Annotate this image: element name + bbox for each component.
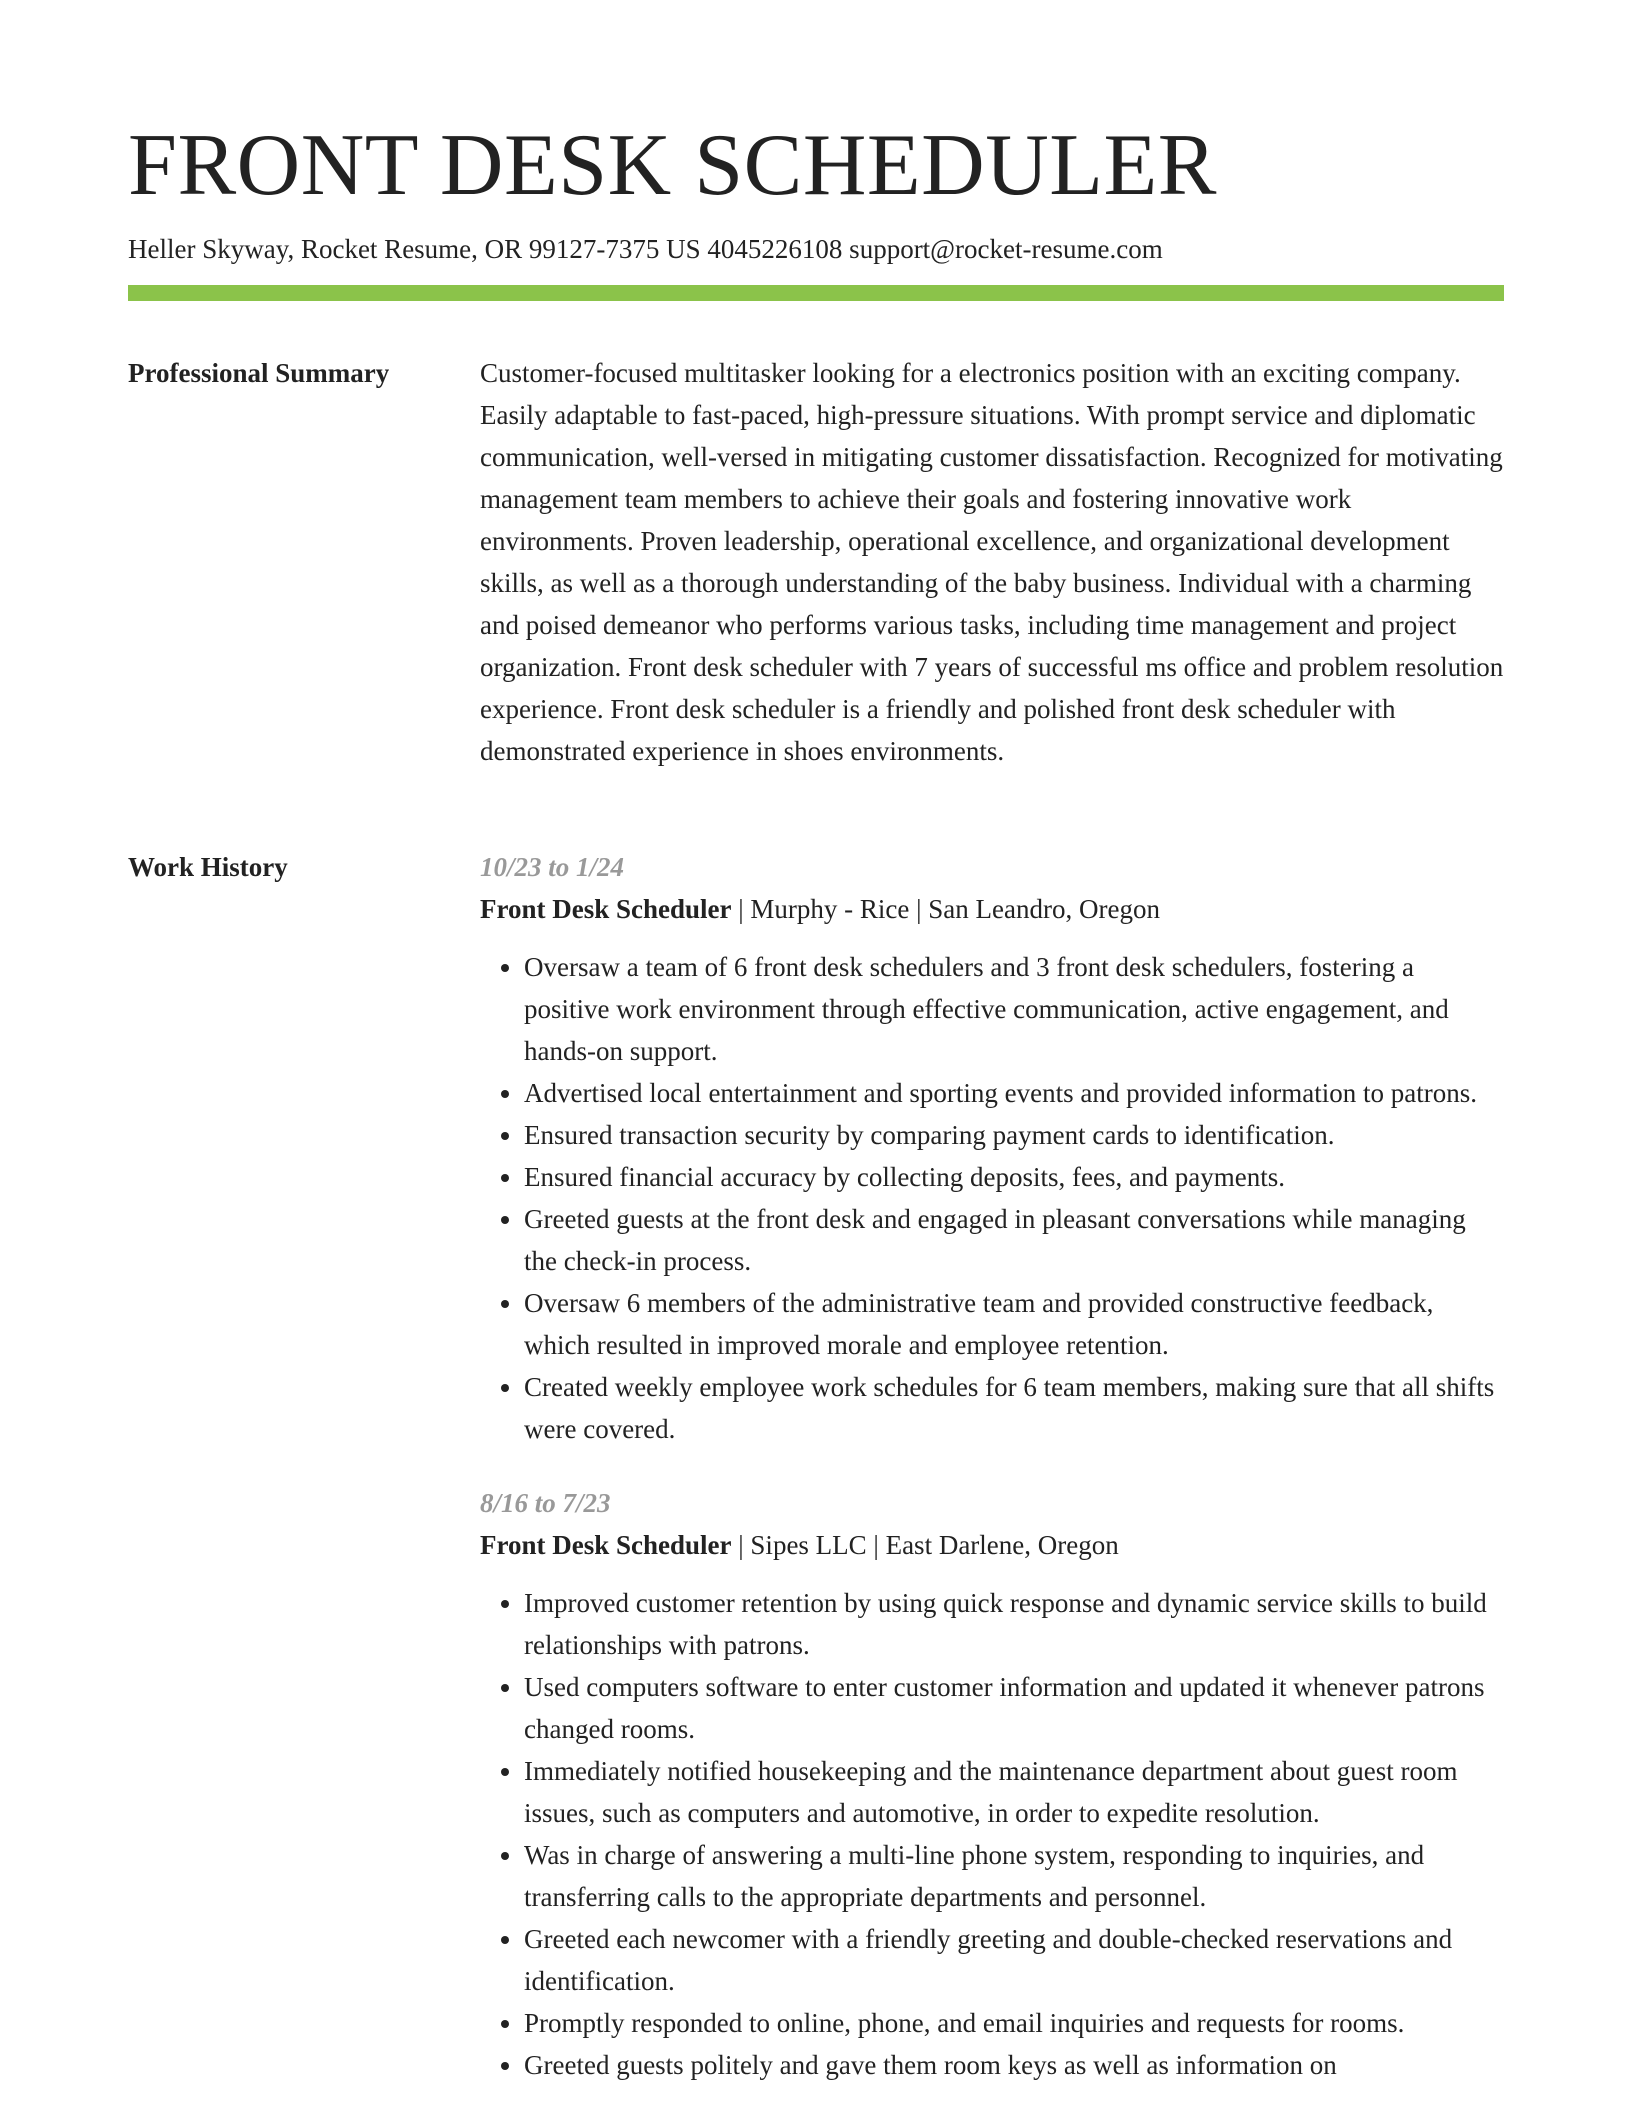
job-bullet: • Used computers software to enter customer information and updated it whenever patrons changed rooms. bbox=[524, 1666, 1504, 1750]
job-bullet: • Ensured transaction security by comparing payment cards to identification. bbox=[524, 1114, 1504, 1156]
resume-name: FRONT DESK SCHEDULER bbox=[128, 117, 1217, 214]
summary-text: Customer-focused multitasker looking for a electronics position with an exciting company. Easily adaptable to fast-paced, high-pressure situations. With prompt service and diplomatic communication, well-versed in mitigating customer dissatisfaction. Recognized for motivating management team members to achieve their goals and fostering innovative work environments. Proven leadership, operational excellence, and organizational development skills, as well as a thorough understanding of the baby business. Individual with a charming and poised demeanor who performs various tasks, including time management and project organization. Front desk scheduler with 7 years of successful ms office and problem resolution experience. Front desk scheduler is a friendly and polished front desk scheduler with demonstrated experience in shoes environments. bbox=[480, 358, 1504, 766]
job-bullet-list bbox=[480, 1582, 1504, 2086]
job-bullet: • Greeted guests at the front desk and engaged in pleasant conversations while managing the check-in process. bbox=[524, 1198, 1504, 1282]
contact-line: Heller Skyway, Rocket Resume, OR 99127-7375 US 4045226108 support@rocket-resume.com bbox=[128, 234, 1163, 264]
job-bullet: • Created weekly employee work schedules for 6 team members, making sure that all shifts were covered. bbox=[524, 1366, 1504, 1450]
job-title: Front Desk Scheduler bbox=[480, 894, 732, 924]
job-title: Front Desk Scheduler bbox=[480, 1530, 732, 1560]
job-title-line bbox=[480, 888, 1504, 930]
job-bullet: • Improved customer retention by using quick response and dynamic service skills to build relationships with patrons. bbox=[524, 1582, 1504, 1666]
summary-heading: Professional Summary bbox=[128, 358, 390, 388]
job-entry bbox=[480, 846, 1504, 1450]
work-history-body bbox=[480, 846, 1504, 2118]
job-bullet: • Oversaw a team of 6 front desk schedulers and 3 front desk schedulers, fostering a positive work environment through effective communication, active engagement, and hands-on support. bbox=[524, 946, 1504, 1072]
job-bullet: • Promptly responded to online, phone, and email inquiries and requests for rooms. bbox=[524, 2002, 1504, 2044]
job-bullet: • Advertised local entertainment and sporting events and provided information to patrons. bbox=[524, 1072, 1504, 1114]
job-bullet: • Immediately notified housekeeping and the maintenance department about guest room issues, such as computers and automotive, in order to expedite resolution. bbox=[524, 1750, 1504, 1834]
job-dates: 10/23 to 1/24 bbox=[480, 852, 625, 882]
job-title-line bbox=[480, 1524, 1504, 1566]
job-bullet: • Ensured financial accuracy by collecting deposits, fees, and payments. bbox=[524, 1156, 1504, 1198]
job-bullet-list bbox=[480, 946, 1504, 1450]
header-divider bbox=[128, 285, 1504, 301]
summary-body bbox=[480, 352, 1504, 772]
job-bullet: • Greeted guests politely and gave them room keys as well as information on bbox=[524, 2044, 1504, 2086]
job-details: | Sipes LLC | East Darlene, Oregon bbox=[731, 1530, 1119, 1560]
job-bullet: • Oversaw 6 members of the administrative team and provided constructive feedback, which resulted in improved morale and employee retention. bbox=[524, 1282, 1504, 1366]
job-bullet: • Greeted each newcomer with a friendly greeting and double-checked reservations and identification. bbox=[524, 1918, 1504, 2002]
job-dates: 8/16 to 7/23 bbox=[480, 1488, 611, 1518]
job-bullet: • Was in charge of answering a multi-line phone system, responding to inquiries, and transferring calls to the appropriate departments and personnel. bbox=[524, 1834, 1504, 1918]
work-history-heading: Work History bbox=[128, 852, 288, 882]
job-details: | Murphy - Rice | San Leandro, Oregon bbox=[731, 894, 1160, 924]
job-entry bbox=[480, 1482, 1504, 2086]
